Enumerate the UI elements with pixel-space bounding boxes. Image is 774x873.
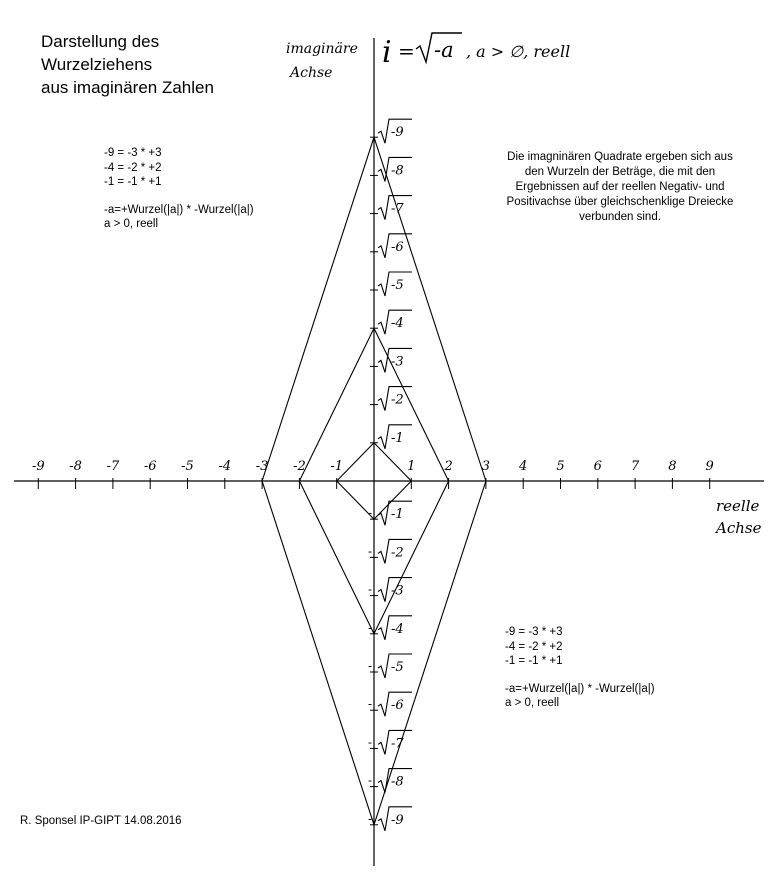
imag-tick-label: -4 xyxy=(391,316,404,332)
real-tick-label: -3 xyxy=(255,459,269,474)
real-tick-label: 2 xyxy=(444,459,453,474)
imag-tick-label: -6 xyxy=(391,239,404,255)
header-i-symbol: i xyxy=(382,35,392,70)
formula-block-bottom xyxy=(505,625,655,711)
imag-tick-sign: - xyxy=(367,506,372,521)
formula-condition: a > 0, reell xyxy=(505,697,560,709)
imag-tick-sign: - xyxy=(367,697,372,712)
imag-tick-sign: - xyxy=(367,544,372,559)
imag-tick-label: -7 xyxy=(391,201,404,217)
real-tick-label: 5 xyxy=(556,459,565,474)
real-tick-label: -2 xyxy=(293,459,306,474)
imag-tick-label: -3 xyxy=(391,583,404,599)
header-condition: , a > ∅, reell xyxy=(466,42,571,61)
imag-tick-label: -1 xyxy=(391,507,404,523)
formula-block-top xyxy=(104,146,254,232)
real-tick-label: 3 xyxy=(481,459,491,474)
imag-tick-label: -3 xyxy=(391,354,404,370)
imag-tick-sign: - xyxy=(367,659,372,673)
imag-tick-label: -9 xyxy=(391,125,404,141)
formula-line: -1 = -1 * +1 xyxy=(104,176,162,188)
imag-tick-label: -7 xyxy=(391,736,404,752)
real-tick-label: 6 xyxy=(593,459,602,474)
imag-tick-label: -6 xyxy=(391,698,404,714)
real-tick-label: 8 xyxy=(668,459,677,474)
formula-line: -9 = -3 * +3 xyxy=(505,626,563,638)
real-axis-label-line2: Achse xyxy=(716,519,762,537)
real-tick-label: -8 xyxy=(69,459,82,474)
header-equals: = xyxy=(398,39,415,63)
imag-tick-label: -2 xyxy=(391,545,404,561)
imag-tick-label: -1 xyxy=(391,430,404,446)
diagram-title xyxy=(41,30,214,99)
imag-tick-label: -9 xyxy=(391,812,404,828)
real-axis-ticks xyxy=(32,459,714,489)
real-axis-label-line1: reelle xyxy=(716,497,760,515)
header-radicand: -a xyxy=(434,38,454,62)
real-tick-label: -1 xyxy=(330,459,344,474)
real-tick-label: -4 xyxy=(218,459,232,474)
imaginary-axis-label-line2: Achse xyxy=(290,65,333,81)
formula-rule: -a=+Wurzel(|a|) * -Wurzel(|a|) xyxy=(505,682,655,695)
credit-line: R. Sponsel IP-GIPT 14.08.2016 xyxy=(20,815,182,827)
formula-rule: -a=+Wurzel(|a|) * -Wurzel(|a|) xyxy=(104,203,254,216)
real-tick-label: -5 xyxy=(181,459,194,474)
real-tick-label: -6 xyxy=(143,459,157,474)
imaginary-axis-label xyxy=(286,41,358,81)
formula-condition: a > 0, reell xyxy=(104,218,159,230)
real-axis-label xyxy=(714,497,762,537)
formula-line: -4 = -2 * +2 xyxy=(104,161,162,174)
imag-tick-label: -8 xyxy=(391,163,404,179)
real-tick-label: -9 xyxy=(31,459,45,474)
imag-tick-label: -5 xyxy=(391,278,404,293)
imag-tick-sign: - xyxy=(367,582,372,597)
imag-tick-sign: - xyxy=(367,620,372,635)
real-tick-label: 1 xyxy=(407,459,416,474)
explanation-text: Die imagninären Quadrate ergeben sich aus den Wurzeln der Beträge, die mit den Ergebnissen auf der reellen Negativ- und Positivachse über gleichschenklige Dreiecke verbunden sind. xyxy=(506,151,734,223)
title-line-1: Darstellung des xyxy=(41,32,160,51)
imag-tick-label: -2 xyxy=(391,392,404,408)
formula-line: -9 = -3 * +3 xyxy=(104,147,162,159)
real-tick-label: 4 xyxy=(519,459,528,474)
imaginary-axis-label-line1: imaginäre xyxy=(286,41,358,57)
real-tick-label: 9 xyxy=(705,459,714,474)
title-line-3: aus imaginären Zahlen xyxy=(41,78,214,97)
axis-header-formula xyxy=(382,33,570,70)
imag-tick-label: -4 xyxy=(391,621,404,637)
real-tick-label: -7 xyxy=(106,459,120,474)
imag-tick-sign: - xyxy=(367,811,372,826)
imag-tick-sign: - xyxy=(367,773,372,788)
title-line-2: Wurzelziehens xyxy=(41,55,153,74)
imag-tick-label: -5 xyxy=(391,660,404,675)
real-tick-label: 7 xyxy=(630,459,640,474)
formula-line: -4 = -2 * +2 xyxy=(505,640,563,653)
imag-tick-label: -8 xyxy=(391,774,404,790)
imag-tick-sign: - xyxy=(367,735,372,750)
formula-line: -1 = -1 * +1 xyxy=(505,655,563,667)
